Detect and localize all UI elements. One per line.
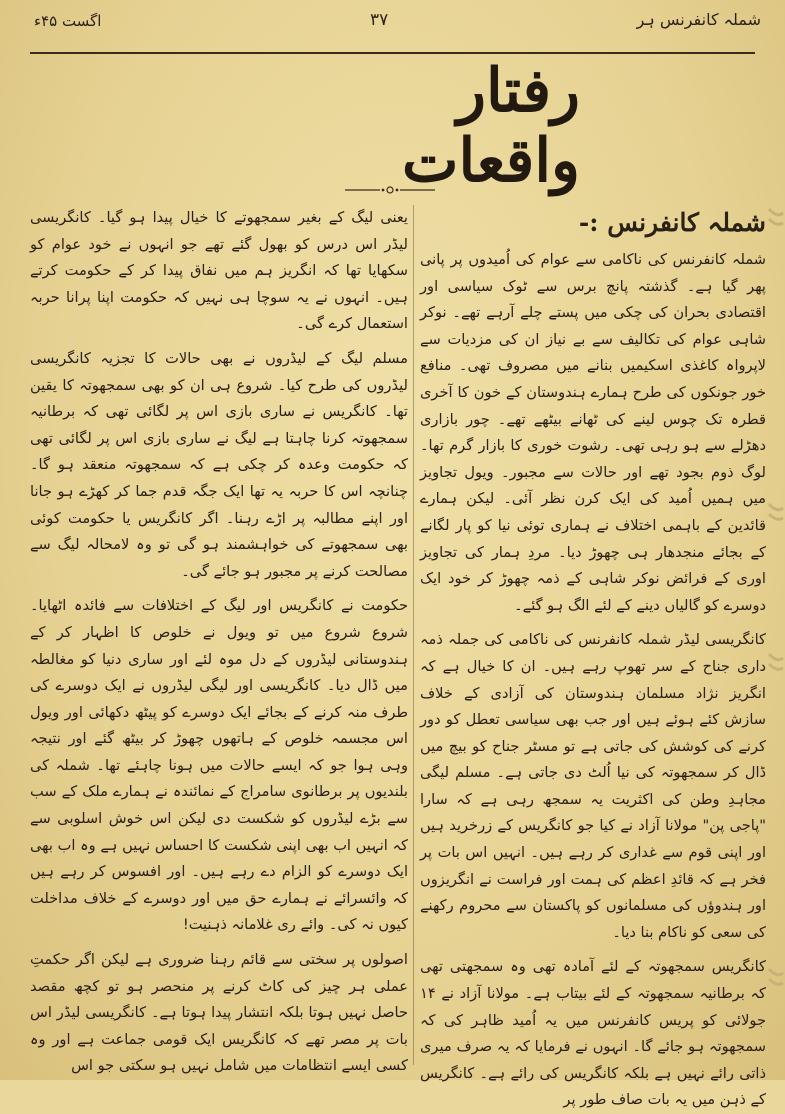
article-heading: شملہ کانفرنس :-	[578, 208, 766, 237]
right-column	[420, 205, 766, 1109]
binding-thread-icon	[767, 205, 785, 231]
paragraph: شملہ کانفرنس کی ناکامی سے عوام کی اُمیدوں پر پانی پھر گیا ہے۔ گذشتہ پانچ برس سے ٹوک سیاسی اور اقتصادی بحران کی چکی میں پستے چلے آرہے تھے۔ نوکر شاہی عوام کی تکالیف سے بے نیاز ان کی مزدیات سے لاپرواہ کاغذی اسکیمیں بنانے میں مصروف تھی۔ منافع خور جونکوں کی طرح ہمارے ہندوستان کے خون کا آخری قطرہ تک چوس لینے کی ٹھانے بیٹھے تھے۔ چور بازاری دھڑلے سے ہو رہی تھی۔ رشوت خوری کا بازار گرم تھا۔ لوگ ذوم بجود تھے اور حالات سے مجبور۔ ویول تجاویز میں ہمیں اُمید کی ایک کرن نظر آئی۔ لیکن ہمارے قائدین کے باہمی اختلاف نے ہماری توئی نیا کو پار لگانے کے بجائے منجدھار ہی چھوڑ دیا۔ مردِ ہمار کی تجاویز اوری کے فرائض نوکر شاہی کے ذمہ چھوڑ کر خود ایک دوسرے کو گالیاں دینے کے لئے الگ ہو گئے۔	[420, 251, 766, 614]
column-divider	[413, 205, 414, 1065]
section-title: رفتار واقعات	[401, 56, 580, 196]
binding-thread-icon	[767, 965, 785, 991]
page-number: ۳۷	[370, 10, 389, 30]
left-column	[30, 205, 408, 1075]
binding-thread-icon	[767, 650, 785, 676]
paragraph: حکومت نے کانگریس اور لیگ کے اختلافات سے فائدہ اٹھایا۔ شروع شروع میں تو ویول نے خلوص کا اظہار کر کے ہندوستانی لیڈروں کے دل موہ لئے اور ساری دنیا کو مغالطہ میں ڈال دیا۔ کانگریسی اور لیگی لیڈروں نے ایک دوسرے کی طرف منہ کرنے کے بجائے ایک دوسرے کو پیٹھ دکھائی اور ویول اس مجسمہ خلوص کے ہاتھوں چھوڑ کر بیٹھ گئے اور نتیجہ وہی ہوا جو کہ ایسے حالات میں ہونا چاہئے تھا۔ شملہ کی بلندیوں پر برطانوی سامراج کے نمائندہ نے ہمارے ملک کے سب سے بڑے لیڈروں کو شکست دی لیکن اس خوش اسلوبی سے کہ انہیں اب بھی اپنی شکست کا احساس نہیں ہے وہ اب بھی ایک دوسرے کو الزام دے رہے ہیں۔ اور افسوس کر رہے ہیں کہ وائسرائے نے ہمارے حق میں اور دوسرے کے خلاف مداخلت کیوں نہ کی۔ وائے ری غلامانہ ذہنیت!	[30, 597, 408, 934]
paragraph: مسلم لیگ کے لیڈروں نے بھی حالات کا تجزیہ کانگریسی لیڈروں کی طرح کیا۔ شروع ہی ان کو بھی سمجھوتہ کا یقین تھا۔ کانگریس نے ساری بازی اس پر لگائی تھی کہ برطانیہ سمجھوتہ کرنا چاہتا ہے لیگ نے ساری بازی اس پر لگائی تھی کہ حکومت وعدہ کر چکی ہے کہ سمجھوتہ منعقد ہو گا۔ چنانچہ اس کا حربہ یہ تھا ایک جگہ قدم جما کر کھڑے ہو جانا اور اپنے مطالبہ پر اڑے رہنا۔ اگر کانگریس یا حکومت کوئی بھی سمجھوتے کی خواہشمند ہو گی تو وہ لامحالہ لیگ سے مصالحت کرنے پر مجبور ہو جائے گی۔	[30, 349, 408, 580]
paragraph: یعنی لیگ کے بغیر سمجھوتے کا خیال پیدا ہو گیا۔ کانگریسی لیڈر اس درس کو بھول گئے تھے جو انہوں نے خود عوام کو سکھایا تھا کہ انگریز ہم میں نفاق پیدا کر کے حکومت کرتے ہیں۔ انہوں نے یہ سوچا ہی نہیں کہ حکومت اپنا پرانا حربہ استعمال کرے گی۔	[30, 209, 408, 333]
paragraph: کانگریسی لیڈر شملہ کانفرنس کی ناکامی کی جملہ ذمہ داری جناح کے سر تھوپ رہے ہیں۔ ان کا خیال ہے کہ انگریز نژاد مسلمان ہندوستان کی آزادی کے خلاف سازش کئے ہوئے ہیں اور جب بھی سیاسی تعطل کو دور کرنے کی کوشش کی جاتی ہے تو مسٹر جناح کو بیچ میں ڈال کر سمجھوتہ کی نیا اُلٹ دی جاتی ہے۔ مسلم لیگی مجاہدِ وطن کی اکثریت یہ سمجھ رہی ہے کہ سارا "پاجی پن" مولانا آزاد نے کیا جو کانگریس کے زرخرید ہیں اور اپنی قوم سے غداری کر رہے ہیں۔ انہیں اس بات پر فخر ہے کہ قائدِ اعظم کی ہمت اور فراست نے انگریزوں اور ہندوؤں کی مسلمانوں کو پاکستان سے محروم رکھنے کی سعی کو ناکام بنا دیا۔	[420, 631, 766, 941]
section-title-block	[270, 56, 580, 196]
paragraph: کانگریس سمجھوتہ کے لئے آمادہ تھی وہ سمجھتی تھی کہ برطانیہ سمجھوتہ کے لئے بیتاب ہے۔ مولانا آزاد نے ۱۴ جولائی کو پریس کانفرنس میں یہ اُمید ظاہر کی کہ سمجھوتہ ہو جائے گا۔ انہوں نے فرمایا کہ یہ صرف میری ذاتی رائے نہیں ہے بلکہ کانگریس کی رائے ہے۔ کانگریس کے ذہن میں یہ بات صاف طور پر	[420, 958, 766, 1109]
paragraph: اصولوں پر سختی سے قائم رہنا ضروری ہے لیکن اگر حکمتِ عملی ہر چیز کی کاٹ کرنے پر منحصر ہو تو کچھ مقصد حاصل نہیں ہوتا بلکہ انتشار پیدا ہوتا ہے۔ کانگریسی لیڈر اس بات پر مصر تھے کہ کانگریس ایک قومی جماعت ہے اور وہ کسی ایسے انتظامات میں شامل نہیں ہو سکتی جو اس	[30, 951, 408, 1075]
ornament-icon	[345, 185, 435, 195]
header-issue-date: اگست ۴۵ء	[34, 12, 102, 30]
header-journal-name: شملہ کانفرنس ہر	[636, 10, 761, 29]
binding-thread-icon	[767, 500, 785, 526]
